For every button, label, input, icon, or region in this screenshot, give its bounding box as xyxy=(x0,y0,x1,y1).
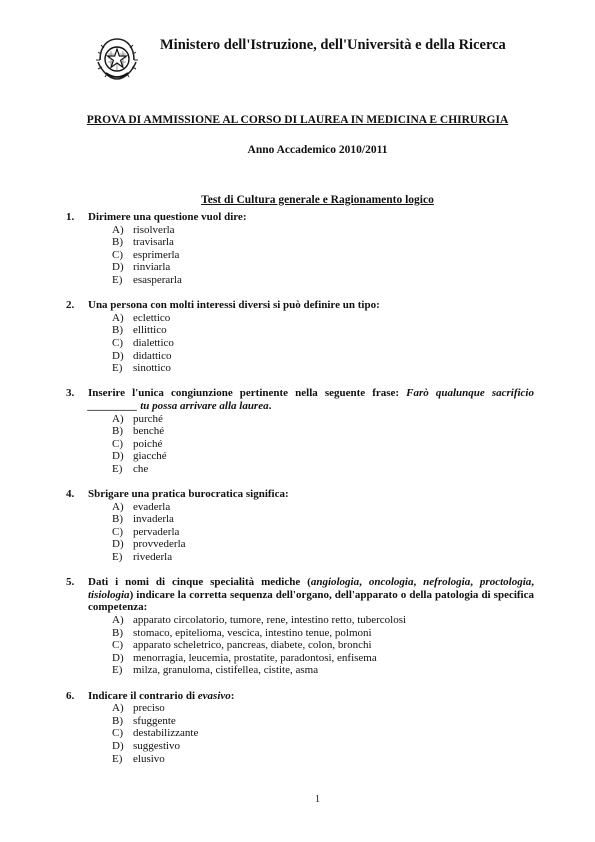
answer-option xyxy=(66,538,534,551)
option-letter: D) xyxy=(112,651,124,664)
answer-option xyxy=(66,261,534,274)
answer-option xyxy=(66,324,534,337)
question-text-segment: Dirimere una questione vuol dire: xyxy=(88,211,247,223)
answer-option xyxy=(66,450,534,463)
option-letter: A) xyxy=(112,500,124,513)
question-text-segment: , xyxy=(470,576,480,589)
answer-option xyxy=(66,664,534,677)
page-number: 1 xyxy=(315,794,320,805)
question-text xyxy=(88,690,534,703)
answer-option xyxy=(66,425,534,438)
option-letter: B) xyxy=(112,236,123,249)
question-text-italic: evasivo xyxy=(197,689,231,702)
option-letter: B) xyxy=(112,425,123,438)
question-text xyxy=(88,211,534,224)
question-text-segment: , xyxy=(413,576,424,589)
section-title-text: Test di Cultura generale e Ragionamento logico xyxy=(201,194,434,206)
question-6 xyxy=(66,690,534,766)
question-text-italic: Farò qualunque sacrificio _________ tu possa arrivare alla laurea xyxy=(88,387,534,412)
answer-options xyxy=(66,312,534,375)
question-text-segment: Sbrigare una pratica burocratica significa: xyxy=(88,488,289,501)
question-text-italic: oncologia xyxy=(368,576,414,589)
option-letter: B) xyxy=(112,714,123,727)
option-letter: B) xyxy=(112,513,123,526)
question-list xyxy=(66,211,534,778)
option-letter: B) xyxy=(112,626,123,639)
answer-option xyxy=(66,753,534,766)
option-text: ellittico xyxy=(133,324,167,337)
option-text: giacché xyxy=(133,450,167,463)
question-text-italic: angiologia xyxy=(310,576,360,589)
option-text: menorragia, leucemia, prostatite, paradontosi, enfisema xyxy=(133,651,377,664)
answer-options xyxy=(66,702,534,765)
option-letter: A) xyxy=(112,311,124,324)
question-text-segment: Una persona con molti interessi diversi si può definire un tipo: xyxy=(88,299,380,312)
exam-title xyxy=(0,114,595,126)
question-text-segment: Inserire l'unica congiunzione pertinente nella seguente frase: xyxy=(88,387,407,400)
question-text-italic: proctologia xyxy=(479,576,532,589)
option-text: travisarla xyxy=(133,236,174,249)
option-letter: D) xyxy=(112,349,124,362)
academic-year: Anno Accademico 2010/2011 xyxy=(247,144,388,156)
answer-options xyxy=(66,614,534,677)
option-text: stomaco, epitelioma, vescica, intestino tenue, polmoni xyxy=(133,626,372,639)
option-letter: A) xyxy=(112,412,124,425)
option-letter: E) xyxy=(112,664,123,677)
question-1 xyxy=(66,211,534,287)
answer-option xyxy=(66,526,534,539)
answer-option xyxy=(66,312,534,325)
question-number: 3. xyxy=(66,387,75,400)
option-text: poiché xyxy=(133,437,163,450)
option-letter: E) xyxy=(112,752,123,765)
option-text: preciso xyxy=(133,702,165,715)
answer-option xyxy=(66,413,534,426)
question-stem xyxy=(66,488,534,501)
answer-option xyxy=(66,249,534,262)
question-2 xyxy=(66,299,534,375)
option-letter: C) xyxy=(112,639,123,652)
question-text xyxy=(88,387,534,412)
option-letter: E) xyxy=(112,273,123,286)
question-number: 2. xyxy=(66,299,75,312)
answer-options xyxy=(66,501,534,564)
option-text: esasperarla xyxy=(133,273,182,286)
answer-option xyxy=(66,639,534,652)
question-stem xyxy=(66,690,534,703)
option-text: suggestivo xyxy=(133,739,181,752)
question-text-segment: ) indicare la corretta sequenza dell'organo, dell'apparato o della patologia di specifica competenza: xyxy=(88,588,534,614)
option-letter: A) xyxy=(112,702,124,715)
option-text: dialettico xyxy=(133,336,174,349)
question-text-segment: , xyxy=(531,576,535,589)
answer-option xyxy=(66,740,534,753)
option-text: destabilizzante xyxy=(133,727,199,740)
option-letter: C) xyxy=(112,336,123,349)
option-letter: A) xyxy=(112,223,124,236)
question-text-segment: , xyxy=(359,576,369,589)
option-text: apparato scheletrico, pancreas, diabete, colon, bronchi xyxy=(133,639,372,652)
option-text: elusivo xyxy=(133,752,165,765)
answer-option xyxy=(66,350,534,363)
exam-title-text: PROVA DI AMMISSIONE AL CORSO DI LAUREA IN MEDICINA E CHIRURGIA xyxy=(86,114,509,126)
answer-option xyxy=(66,438,534,451)
option-text: evaderla xyxy=(133,500,171,513)
option-text: eclettico xyxy=(133,311,171,324)
question-stem xyxy=(66,211,534,224)
option-text: pervaderla xyxy=(133,525,180,538)
option-letter: E) xyxy=(112,551,123,564)
option-text: risolverla xyxy=(133,223,175,236)
option-text: didattico xyxy=(133,349,172,362)
option-text: purché xyxy=(133,412,163,425)
answer-options xyxy=(66,413,534,476)
question-text-segment: : xyxy=(230,689,235,702)
answer-option xyxy=(66,727,534,740)
option-letter: B) xyxy=(112,324,123,337)
option-text: benché xyxy=(133,425,165,438)
option-text: apparato circolatorio, tumore, rene, intestino retto, tubercolosi xyxy=(133,614,407,626)
italian-republic-emblem-icon xyxy=(92,34,142,84)
option-text: che xyxy=(133,462,149,475)
option-text: rivederla xyxy=(133,551,173,564)
option-text: sfuggente xyxy=(133,714,176,727)
answer-options xyxy=(66,224,534,287)
option-letter: D) xyxy=(112,261,124,274)
answer-option xyxy=(66,501,534,514)
question-stem xyxy=(66,576,534,614)
option-text: invaderla xyxy=(133,513,174,526)
question-number: 1. xyxy=(66,211,75,223)
option-letter: E) xyxy=(112,462,123,475)
answer-option xyxy=(66,224,534,237)
answer-option xyxy=(66,513,534,526)
answer-option xyxy=(66,274,534,287)
question-text xyxy=(88,576,534,614)
option-letter: D) xyxy=(112,739,124,752)
question-number: 6. xyxy=(66,689,75,702)
question-number: 4. xyxy=(66,488,75,501)
answer-option xyxy=(66,627,534,640)
answer-option xyxy=(66,702,534,715)
ministry-heading: Ministero dell'Istruzione, dell'Università e della Ricerca xyxy=(160,37,506,53)
question-text-segment: . xyxy=(268,399,272,412)
option-letter: C) xyxy=(112,525,123,538)
option-letter: A) xyxy=(112,614,124,626)
answer-option xyxy=(66,551,534,564)
option-letter: D) xyxy=(112,450,124,463)
question-3 xyxy=(66,387,534,475)
question-text xyxy=(88,299,534,312)
answer-option xyxy=(66,652,534,665)
question-5 xyxy=(66,576,534,677)
option-letter: D) xyxy=(112,538,124,551)
option-text: rinviarla xyxy=(133,261,171,274)
option-letter: C) xyxy=(112,248,123,261)
answer-option xyxy=(66,337,534,350)
question-text-segment: Dati i nomi di cinque specialità mediche ( xyxy=(88,576,311,589)
question-4 xyxy=(66,488,534,564)
question-text xyxy=(88,488,534,501)
answer-option xyxy=(66,236,534,249)
option-letter: C) xyxy=(112,727,123,740)
question-number: 5. xyxy=(66,576,75,589)
option-letter: C) xyxy=(112,437,123,450)
question-text-italic: tisiologia xyxy=(88,588,130,601)
answer-option xyxy=(66,614,534,627)
answer-option xyxy=(66,715,534,728)
question-stem xyxy=(66,299,534,312)
option-text: milza, granuloma, cistifellea, cistite, asma xyxy=(133,664,319,677)
option-text: sinottico xyxy=(133,362,171,375)
option-text: provvederla xyxy=(133,538,186,551)
answer-option xyxy=(66,362,534,375)
option-text: esprimerla xyxy=(133,248,180,261)
section-title xyxy=(0,194,595,206)
question-stem xyxy=(66,387,534,412)
question-text-italic: nefrologia xyxy=(423,576,471,589)
option-letter: E) xyxy=(112,362,123,375)
question-text-segment: Indicare il contrario di xyxy=(88,689,198,702)
answer-option xyxy=(66,463,534,476)
